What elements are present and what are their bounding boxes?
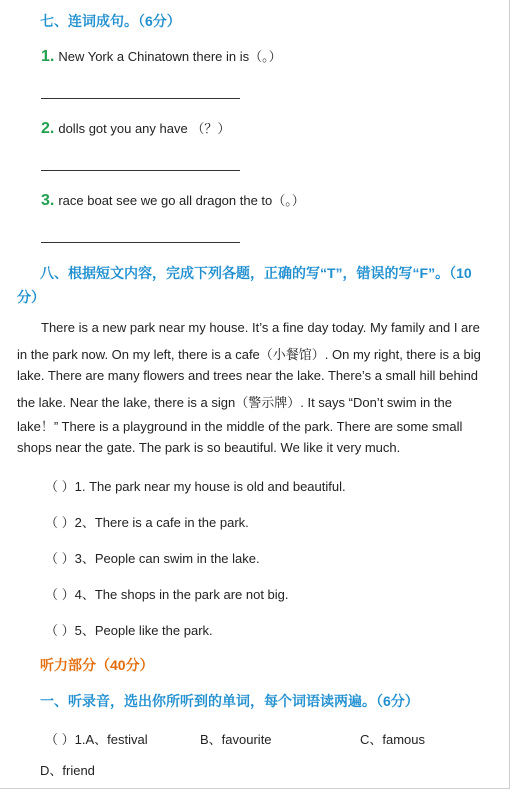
listening-q1-option-b[interactable]: B、favourite	[200, 732, 272, 747]
passage-line-4: the lake. Near the lake, there is a sign（警示牌）. It says “Don’t swim in the	[17, 395, 452, 410]
listening-q1-option-c[interactable]: C、famous	[360, 732, 426, 747]
statement-4[interactable]: （ ）4、The shops in the park are not big.	[45, 587, 289, 602]
statement-3[interactable]: （ ）3、People can swim in the lake.	[45, 551, 260, 566]
question-number: 2.	[41, 120, 55, 137]
statement-5[interactable]: （ ）5、People like the park.	[45, 623, 213, 638]
question-1	[41, 46, 282, 66]
question-number: 1.	[41, 48, 55, 65]
question-number: 3.	[41, 192, 55, 209]
section8-title: 八、根据短文内容，完成下列各题，正确的写“T”，错误的写“F”。（10	[40, 265, 472, 281]
passage-line-6: shops near the gate. The park is so beautiful. We like it very much.	[17, 440, 401, 455]
question-2	[41, 118, 230, 138]
passage-line-5: lake！” There is a playground in the middle of the park. There are some small	[17, 419, 463, 434]
passage-line-1: There is a new park near my house. It’s a fine day today. My family and I are	[41, 320, 480, 335]
answer-line-2[interactable]	[41, 170, 240, 171]
question-text: race boat see we go all dragon the to（。）	[58, 193, 305, 208]
passage-line-2: in the park now. On my left, there is a cafe（小餐馆）. On my right, there is a big	[17, 347, 481, 362]
question-text: New York a Chinatown there in is（。）	[58, 49, 282, 64]
listening-title: 听力部分（40分）	[40, 657, 154, 673]
statement-1[interactable]: （ ）1. The park near my house is old and beautiful.	[45, 479, 346, 494]
section8-title-cont: 分）	[17, 289, 45, 305]
section7-title: 七、连词成句。（6分）	[40, 13, 181, 29]
statement-2[interactable]: （ ）2、There is a cafe in the park.	[45, 515, 249, 530]
listening-q1-option-d[interactable]: D、friend	[40, 763, 95, 778]
question-3	[41, 190, 305, 210]
listening-section1-title: 一、听录音，选出你所听到的单词，每个词语读两遍。（6分）	[40, 693, 419, 709]
question-text: dolls got you any have （？）	[58, 121, 231, 136]
answer-line-1[interactable]	[41, 98, 240, 99]
answer-line-3[interactable]	[41, 242, 240, 243]
passage-line-3: lake. There are many flowers and trees near the lake. There’s a small hill behind	[17, 368, 479, 383]
listening-q1-option-a[interactable]: （ ）1.A、festival	[45, 732, 148, 747]
